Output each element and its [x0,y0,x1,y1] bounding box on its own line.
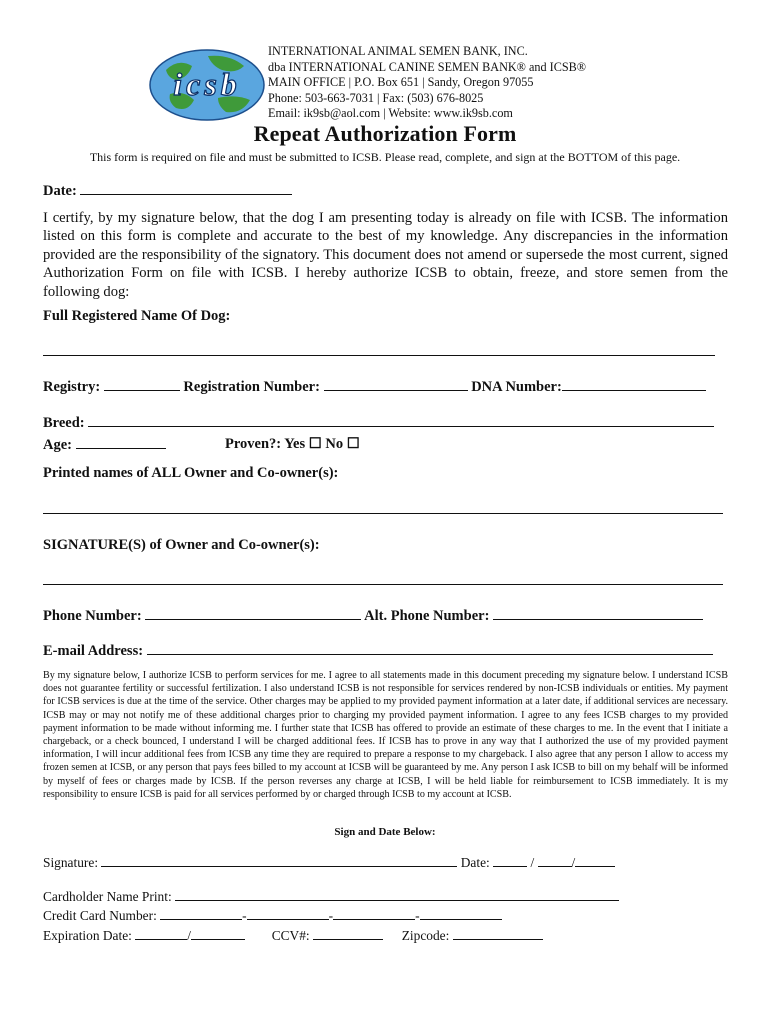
breed-row[interactable] [43,414,714,432]
signature-row[interactable]: Signature: Date: / / [43,855,615,871]
org-address-block [268,44,586,122]
card-number-part1[interactable] [160,908,242,920]
org-name: INTERNATIONAL ANIMAL SEMEN BANK, INC. [268,44,528,58]
logo-text: icsb [173,66,241,102]
org-dba: dba INTERNATIONAL CANINE SEMEN BANK® and ICSB® [268,59,586,74]
date-line[interactable] [80,182,292,195]
card-number-row[interactable]: Credit Card Number: - - - [43,908,502,924]
registration-number-label: Registration Number: [183,379,320,395]
expiration-label: Expiration Date: [43,928,132,943]
signature-line[interactable] [101,855,457,867]
breed-line[interactable] [88,414,714,427]
dog-name-line[interactable] [43,355,715,356]
card-number-part3[interactable] [333,908,415,920]
signatures-label: SIGNATURE(S) of Owner and Co-owner(s): [43,537,320,553]
zipcode-label: Zipcode: [401,928,450,943]
registry-label: Registry: [43,379,101,395]
signature-label: Signature: [43,855,99,870]
icsb-globe-logo [148,48,266,122]
date-label: Date: [43,183,77,199]
signature-date-label: Date: [460,855,490,870]
cardholder-line[interactable] [175,889,619,901]
certify-paragraph: I certify, by my signature below, that the dog I am presenting today is already on file with ICSB. The information listed on this form is complete and accurate to the best of my knowledge. Any discrepancies in the information provided are the responsibility of the signatory. This document does not amend or supersede the most current, signed Authorization Form on file with ICSB. I hereby authorize ICSB to obtain, freeze, and store semen from the following dog: [43,210,728,300]
cardholder-row[interactable] [43,889,619,905]
age-row[interactable] [43,436,166,454]
age-line[interactable] [76,436,166,449]
zipcode-line[interactable] [453,928,543,940]
email-line[interactable] [147,642,713,655]
yes-checkbox[interactable]: ☐ [308,436,322,452]
proven-row [225,436,360,453]
card-number-part4[interactable] [420,908,502,920]
letterhead [148,44,668,124]
alt-phone-label: Alt. Phone Number: [364,608,490,624]
expiration-month-line[interactable] [135,928,187,940]
dna-number-line[interactable] [562,378,706,391]
date-field[interactable] [43,182,292,200]
legal-terms-paragraph: By my signature below, I authorize ICSB to perform services for me. I agree to all statements made in this document preceding my signature below. I understand ICSB does not guarantee fertility or successful fertilization. I also understand ICSB is not responsible for services rendered by non-ICSB individuals or entities. My payment for ICSB services is due at the time of the service. Other charges may be applied to my provided payment information at a later date, if additional services are necessary. ICSB may or may not notify me of these additional charges prior to charging my provided payment information. I agree to any fees ICSB charges to my provided payment information to be made without informing me. I further state that ICSB has offered to provide an estimate of these charges to me. In the event that I initiate a chargeback, or a check bounced, I understand I will be charged additional fees. If ICSB has to prove in any way that I authorized the use of my provided payment information, I will incur additional fees from ICSB any time they are required to prepare a response to my chargeback. I also agree that any person I allow to access my frozen semen at ICSB, or any person that pays fees billed to my account at ICSB will be guaranteed by me. Any person I ask ICSB to bill on my behalf will be informed by myself of fees or charges made by ICSB. If the person reverses any charge at ICSB, I will be held liable for reimbursement to ICSB immediately. It is my responsibility to ensure ICSB is paid for all services performed by or charged through ICSB to my account at ICSB. [43,670,728,800]
card-number-label: Credit Card Number: [43,908,157,923]
dna-number-label: DNA Number: [471,379,562,395]
owners-label: Printed names of ALL Owner and Co-owner(s): [43,465,339,481]
registry-row[interactable] [43,378,706,396]
expiration-year-line[interactable] [191,928,245,940]
date-year-line[interactable] [575,855,615,867]
signatures-line[interactable] [43,584,723,585]
ccv-label: CCV#: [271,928,310,943]
owners-line[interactable] [43,513,723,514]
phone-label: Phone Number: [43,608,142,624]
registry-line[interactable] [104,378,180,391]
card-number-part2[interactable] [247,908,329,920]
expiration-row[interactable]: Expiration Date: / CCV#: Zipcode: [43,928,543,944]
breed-label: Breed: [43,415,85,431]
form-subtitle: This form is required on file and must be submitted to ICSB. Please read, complete, and sign at the BOTTOM of this page. [89,150,681,164]
registration-number-line[interactable] [324,378,468,391]
phone-row[interactable] [43,607,703,625]
org-phone: Phone: 503-663-7031 | Fax: (503) 676-8025 [268,90,484,105]
org-email: Email: ik9sb@aol.com | Website: www.ik9sb.com [268,106,513,121]
age-label: Age: [43,437,72,453]
date-month-line[interactable] [493,855,527,867]
ccv-line[interactable] [313,928,383,940]
cardholder-label: Cardholder Name Print: [43,889,172,904]
email-row[interactable] [43,642,713,660]
date-day-line[interactable] [538,855,572,867]
dog-name-label: Full Registered Name Of Dog: [43,308,231,324]
email-label: E-mail Address: [43,643,144,659]
alt-phone-line[interactable] [493,607,703,620]
proven-yes-label: Proven?: Yes [225,436,306,452]
form-title: Repeat Authorization Form [253,121,517,146]
no-checkbox[interactable]: ☐ [346,436,360,452]
sign-and-date-heading: Sign and Date Below: [334,826,436,838]
org-address: MAIN OFFICE | P.O. Box 651 | Sandy, Oregon 97055 [268,75,534,90]
phone-line[interactable] [145,607,361,620]
proven-no-label: No [325,436,344,452]
